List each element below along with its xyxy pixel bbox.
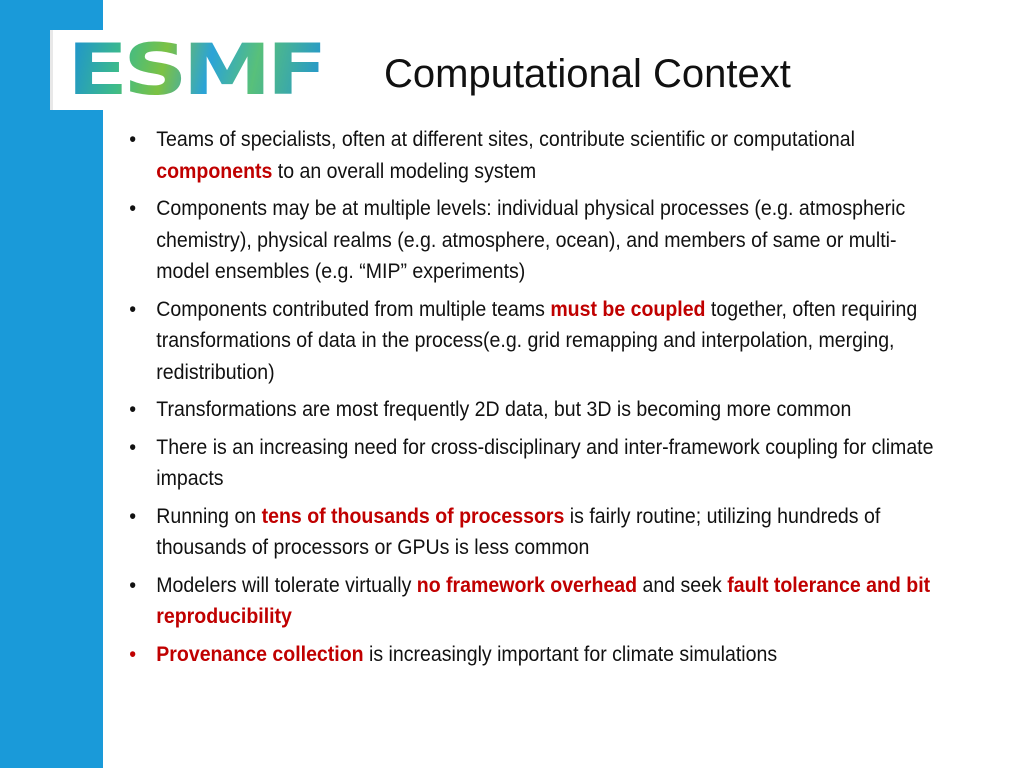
bullet-text: There is an increasing need for cross-disciplinary and inter-framework coupling for climate impacts bbox=[156, 435, 934, 490]
bullet-item bbox=[120, 394, 948, 426]
bullet-marker: • bbox=[129, 297, 137, 321]
esmf-logo-text: ESMF bbox=[67, 29, 323, 111]
bullet-text: and seek bbox=[637, 573, 728, 597]
bullet-text: to an overall modeling system bbox=[272, 159, 537, 183]
bullet-item bbox=[120, 432, 948, 495]
highlighted-text: fault tolerance and bit reproducibility bbox=[156, 573, 931, 628]
highlighted-text: Provenance collection bbox=[156, 642, 364, 666]
slide-title: Computational Context bbox=[384, 52, 791, 96]
bullet-marker: • bbox=[129, 573, 137, 597]
bullet-item bbox=[120, 639, 948, 671]
bullet-marker: • bbox=[129, 197, 137, 220]
bullet-text: Teams of specialists, often at different sites, contribute scientific or computational bbox=[156, 128, 856, 151]
bullet-text: Transformations are most frequently 2D data, but 3D is becoming more common bbox=[156, 398, 852, 421]
sidebar-stripe bbox=[0, 0, 103, 768]
bullet-marker: • bbox=[129, 435, 137, 459]
highlighted-text: components bbox=[156, 159, 273, 183]
bullet-marker: • bbox=[129, 398, 137, 421]
bullet-text: Components may be at multiple levels: individual physical processes (e.g. atmospheric chemistry), physical realms (e.g. atmosphere, ocean), and members of same or multi-model ensembles (e.g. “MIP” experiments) bbox=[156, 197, 906, 283]
bullet-text: is fairly routine; utilizing hundreds of thousands of processors or GPUs is less common bbox=[156, 504, 881, 559]
bullet-text: Running on bbox=[156, 504, 262, 528]
bullet-marker: • bbox=[129, 642, 137, 666]
bullet-list bbox=[120, 124, 1010, 676]
bullet-marker: • bbox=[129, 504, 137, 528]
bullet-item bbox=[120, 570, 948, 633]
bullet-item bbox=[120, 124, 948, 187]
esmf-logo bbox=[50, 30, 350, 110]
bullet-item bbox=[120, 501, 948, 564]
highlighted-text: must be coupled bbox=[550, 297, 706, 321]
bullet-item bbox=[120, 294, 948, 389]
highlighted-text: tens of thousands of processors bbox=[261, 504, 565, 528]
bullet-text: together, often requiring transformations of data in the process(e.g. grid remapping and interpolation, merging, redistribution) bbox=[156, 297, 918, 384]
bullet-item bbox=[120, 193, 948, 288]
bullet-text: Components contributed from multiple teams bbox=[156, 297, 551, 321]
highlighted-text: no framework overhead bbox=[416, 573, 638, 597]
bullet-text: Modelers will tolerate virtually bbox=[156, 573, 417, 597]
bullet-marker: • bbox=[129, 128, 137, 151]
bullet-text: is increasingly important for climate simulations bbox=[363, 642, 778, 666]
